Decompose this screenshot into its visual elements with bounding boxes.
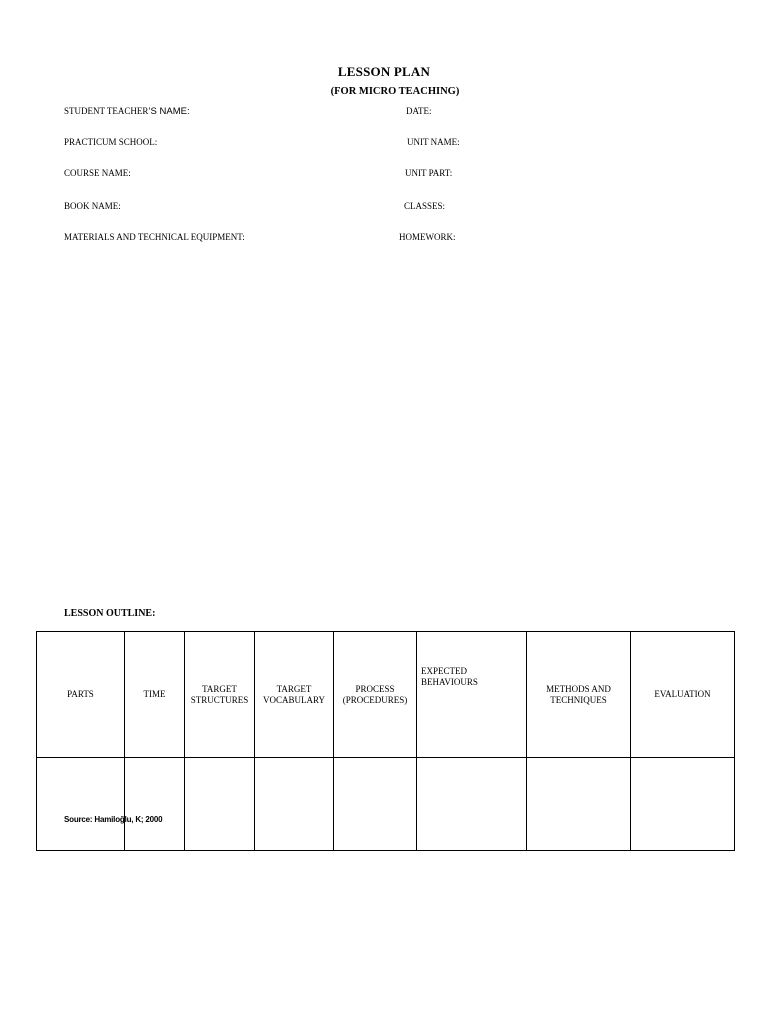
classes-label: CLASSES: [404, 201, 446, 211]
column-header-parts: PARTS [37, 632, 125, 758]
cell-expected-behaviours[interactable] [417, 758, 527, 851]
book-name-label: BOOK NAME: [64, 201, 121, 211]
column-header-process: PROCESS (PROCEDURES) [334, 632, 417, 758]
lesson-outline-heading: LESSON OUTLINE: [64, 608, 156, 619]
date-label: DATE: [406, 106, 432, 116]
cell-process[interactable] [334, 758, 417, 851]
page-title: LESSON PLAN [337, 64, 431, 79]
student-teacher-prefix: STUDENT TEACHER [64, 106, 149, 116]
cell-methods[interactable] [527, 758, 631, 851]
homework-label: HOMEWORK: [399, 232, 456, 242]
column-header-target-vocabulary: TARGET VOCABULARY [255, 632, 334, 758]
cell-target-structures[interactable] [185, 758, 255, 851]
cell-parts[interactable] [37, 758, 125, 851]
column-header-expected-behaviours: EXPECTED BEHAVIOURS [417, 632, 527, 758]
materials-label: MATERIALS AND TECHNICAL EQUIPMENT: [64, 232, 245, 242]
unit-name-label: UNIT NAME: [407, 137, 460, 147]
column-header-evaluation: EVALUATION [631, 632, 735, 758]
cell-time[interactable] [125, 758, 185, 851]
table-header-row [37, 632, 735, 758]
cell-evaluation[interactable] [631, 758, 735, 851]
table-row [37, 758, 735, 851]
column-header-time: TIME [125, 632, 185, 758]
practicum-school-label: PRACTICUM SCHOOL: [64, 137, 158, 147]
column-header-target-structures: TARGET STRUCTURES [185, 632, 255, 758]
source-citation: Source: Hamiloğlu, K; 2000 [64, 815, 163, 824]
unit-part-label: UNIT PART: [405, 168, 453, 178]
student-teacher-suffix: ’S NAME: [148, 106, 190, 117]
column-header-methods: METHODS AND TECHNIQUES [527, 632, 631, 758]
course-name-label: COURSE NAME: [64, 168, 131, 178]
page-subtitle: (FOR MICRO TEACHING) [330, 86, 460, 97]
cell-target-vocabulary[interactable] [255, 758, 334, 851]
student-teacher-name-label [64, 106, 190, 117]
